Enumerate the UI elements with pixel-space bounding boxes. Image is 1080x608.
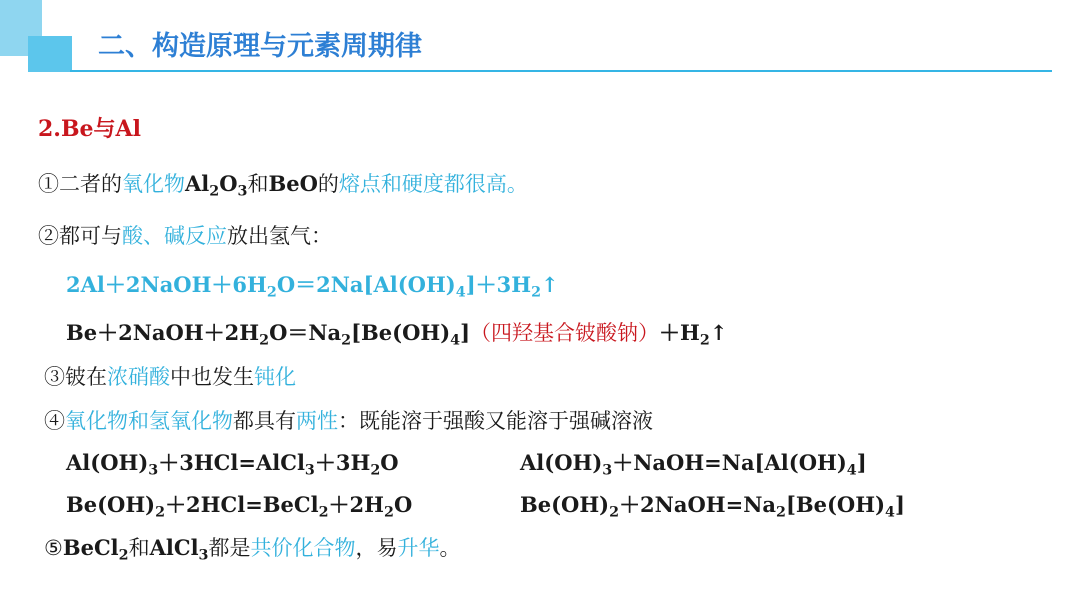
- reaction-aloh3-naoh: $Al(OH)_3+NaOH=Na[Al(OH)_4]$: [520, 450, 867, 479]
- equation-al-naoh: $2Al+2NaOH+6H_2O=2Na[Al(OH)_4]+3H_2↑$: [66, 272, 559, 301]
- point-4-keyword-compounds: 氧化物和氢氧化物: [65, 409, 233, 433]
- point-4: ④氧化物和氢氧化物都具有两性：既能溶于强酸又能溶于强碱溶液: [44, 409, 653, 433]
- reaction-beoh2-naoh: $Be(OH)_2+2NaOH=Na_2[Be(OH)_4]$: [520, 492, 905, 521]
- formula-beo: BeO: [268, 171, 318, 196]
- point-3-keyword-passivation: 钝化: [254, 365, 296, 389]
- equation-be-naoh: $Be+2NaOH+2H_2O=Na_2[Be(OH)_4]$（四羟基合铍酸钠）$+H_2↑$: [66, 320, 728, 349]
- point-1-keyword-properties: 熔点和硬度都很高: [338, 172, 507, 196]
- reaction-beoh2-hcl: $Be(OH)_2+2HCl=BeCl_2+2H_2O$: [66, 492, 413, 521]
- equation-note: （四羟基合铍酸钠）: [470, 321, 660, 345]
- reaction-aloh3-hcl: $Al(OH)_3+3HCl=AlCl_3+3H_2O$: [66, 450, 399, 479]
- section-heading: 2.Be与Al: [38, 116, 141, 142]
- point-3: ③铍在浓硝酸中也发生钝化: [44, 365, 296, 389]
- point-1: ①二者的氧化物$Al_2O_3$和BeO的熔点和硬度都很高。: [38, 171, 528, 200]
- point-1-keyword-oxide: 氧化物: [122, 172, 185, 196]
- title-decoration-square-accent: [28, 36, 72, 72]
- formula-al2o3: $Al_2O_3$: [185, 171, 248, 200]
- point-2-rest: 放出氢气：: [227, 224, 332, 248]
- point-5-keyword-sublimation: 升华: [397, 536, 440, 560]
- point-5: ⑤BeCl$_2$和AlCl$_3$都是共价化合物，易升华。: [44, 535, 461, 564]
- formula-alcl3: AlCl$_3$: [149, 535, 209, 564]
- formula-becl2: BeCl$_2$: [62, 535, 129, 564]
- point-2-lead: ②都可与: [38, 224, 122, 248]
- point-5-keyword-covalent: 共价化合物: [250, 536, 356, 560]
- point-2-keyword: 酸、碱反应: [122, 224, 227, 248]
- point-2: [38, 221, 332, 251]
- slide-title: 二、构造原理与元素周期律: [98, 31, 422, 62]
- point-3-keyword-nitric: 浓硝酸: [107, 365, 170, 389]
- point-4-keyword-amphoteric: 两性: [296, 409, 338, 433]
- title-bar: [70, 14, 1052, 72]
- point-1-lead: ①二者的: [38, 172, 122, 196]
